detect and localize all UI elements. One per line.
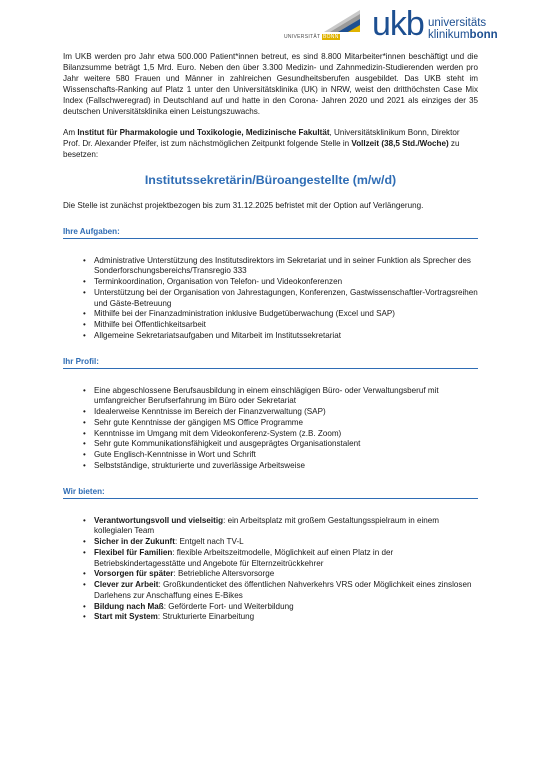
posting-content: [63, 52, 478, 637]
ukb-logo: [372, 5, 532, 43]
list-item: [63, 461, 478, 472]
list-item: [63, 320, 478, 331]
institute-mid: , Universitätsklinikum Bonn, Direktor Prof. Dr. Alexander Pfeifer, ist zum nächstmöglichen Zeitpunkt folgende Stelle in: [63, 127, 460, 148]
bullet-icon: •: [83, 309, 86, 319]
offer-title: Start mit System: [94, 612, 158, 622]
university-bonn-word-1: UNIVERSITÄT: [284, 34, 321, 40]
tasks-list: [63, 256, 478, 342]
institute-name: Institut für Pharmakologie und Toxikologie, Medizinische Fakultät: [77, 127, 330, 137]
institute-pre: Am: [63, 127, 78, 137]
profile-text: Sehr gute Kenntnisse der gängigen MS Office Programme: [94, 417, 304, 427]
bullet-icon: •: [83, 450, 86, 460]
task-text: Terminkoordination, Organisation von Telefon- und Videokonferenzen: [94, 277, 343, 287]
institute-paragraph: [63, 128, 478, 161]
offer-text: : ein Arbeitsplatz mit großem Gestaltungsspielraum in einem kollegialen Team: [94, 515, 440, 536]
bullet-icon: •: [83, 580, 86, 590]
list-item: [63, 386, 478, 408]
offer-title: Verantwortungsvoll und vielseitig: [94, 515, 224, 525]
job-title: Institutssekretärin/Büroangestellte (m/w/d): [144, 172, 397, 187]
bullet-icon: •: [83, 547, 86, 557]
offer-text: : Großkundenticket des öffentlichen Nahverkehrs VRS oder Möglichkeit eines zinslosen Darlehens zur Anschaffung eines E-Bikes: [94, 580, 472, 600]
offer-heading: Wir bieten:: [63, 486, 478, 499]
list-item: [63, 407, 478, 418]
bullet-icon: •: [83, 320, 86, 330]
bullet-icon: •: [83, 417, 86, 427]
profile-text: Kenntnisse im Umgang mit dem Videokonferenz-System (z.B. Zoom): [94, 428, 342, 438]
list-item: [63, 612, 478, 623]
list-item: [63, 516, 478, 538]
list-item: [63, 548, 478, 570]
university-bonn-word-2: BONN: [322, 34, 339, 40]
bullet-icon: •: [83, 277, 86, 287]
list-item: [63, 569, 478, 580]
offer-text: : Betriebliche Altersvorsorge: [173, 569, 275, 579]
list-item: [63, 537, 478, 548]
list-item: [63, 602, 478, 613]
ukb-mark: ukb: [372, 5, 424, 43]
bullet-icon: •: [83, 428, 86, 438]
profile-text: Gute Englisch-Kenntnisse in Wort und Schrift: [94, 450, 256, 460]
ukb-line-1: universitäts: [428, 17, 487, 29]
intro-paragraph: Im UKB werden pro Jahr etwa 500.000 Patient*innen betreut, es sind 8.800 Mitarbeiter*innen beschäftigt und die Bilanzsumme beträgt 1,5 Mrd. Euro. Neben den über 3.300 Medizin- und Zahnmedizin-Studierenden werden pro Jahr weitere 580 Frauen und Männer in zahlreichen Gesundheitsberufen ausgebildet. Das UKB steht im Wissenschafts-Ranking auf Platz 1 unter den Universitätsklinika (UK) in NRW, weist den dritthöchsten Case Mix Index (Fallschweregrad) in Deutschland auf und hatte in den Corona- Jahren 2020 und 2021 als einziges der 35 deutschen Universitätsklinika einen Leistungszuwachs.: [63, 52, 478, 116]
bullet-icon: •: [83, 601, 86, 611]
list-item: [63, 429, 478, 440]
university-bonn-emblem-icon: [322, 8, 362, 34]
university-bonn-logo-text: [284, 34, 340, 40]
list-item: [63, 277, 478, 288]
bullet-icon: •: [83, 407, 86, 417]
bullet-icon: •: [83, 460, 86, 470]
bullet-icon: •: [83, 439, 86, 449]
profile-text: Sehr gute Kommunikationsfähigkeit und ausgeprägtes Organisationstalent: [94, 439, 361, 449]
institute-post: zu besetzen:: [63, 138, 460, 159]
offer-text: : Strukturierte Einarbeitung: [157, 612, 255, 622]
ukb-line-2-b: bonn: [469, 29, 498, 41]
task-text: Allgemeine Sekretariatsaufgaben und Mitarbeit im Institutssekretariat: [94, 330, 341, 340]
offer-title: Clever zur Arbeit: [94, 580, 159, 590]
task-text: Mithilfe bei Öffentlichkeitsarbeit: [94, 320, 206, 330]
profile-text: Eine abgeschlossene Berufsausbildung in einem einschlägigen Büro- oder Verwaltungsberuf mit umfangreicher Berufserfahrung im Büro oder Sekretariat: [94, 385, 439, 406]
bullet-icon: •: [83, 385, 86, 395]
task-text: Administrative Unterstützung des Institutsdirektors im Sekretariat und in seiner Funktion als Sprecher des Sonderforschungsbereichs/Transregio 333: [94, 255, 471, 276]
list-item: [63, 331, 478, 342]
profile-text: Selbstständige, strukturierte und zuverlässige Arbeitsweise: [94, 460, 305, 470]
list-item: [63, 439, 478, 450]
task-text: Unterstützung bei der Organisation von Jahrestagungen, Konferenzen, Gastwissenschaftler-Vortragsreihen und Gäste-Betreuung: [94, 287, 478, 308]
list-item: [63, 256, 478, 278]
list-item: [63, 288, 478, 310]
list-item: [63, 418, 478, 429]
list-item: [63, 580, 478, 602]
offer-list: [63, 516, 478, 624]
list-item: [63, 309, 478, 320]
tasks-heading: Ihre Aufgaben:: [63, 226, 478, 239]
offer-text: : flexible Arbeitszeitmodelle, Möglichkeit auf einen Platz in der Betriebskindertagesstätte und Angebote für Elternzeitrückkehrer: [94, 547, 394, 568]
offer-title: Bildung nach Maß: [94, 601, 164, 611]
bullet-icon: •: [83, 537, 86, 547]
profile-heading: Ihr Profil:: [63, 356, 478, 369]
profile-text: Idealerweise Kenntnisse im Bereich der Finanzverwaltung (SAP): [94, 407, 326, 417]
offer-text: : Entgelt nach TV-L: [174, 537, 244, 547]
offer-title: Flexibel für Familien: [94, 547, 173, 557]
task-text: Mithilfe bei der Finanzadministration inklusive Budgetüberwachung (Excel und SAP): [94, 309, 395, 319]
bullet-icon: •: [83, 612, 86, 622]
bullet-icon: •: [83, 287, 86, 297]
fixed-term-paragraph: Die Stelle ist zunächst projektbezogen bis zum 31.12.2025 befristet mit der Option auf Verlängerung.: [63, 200, 424, 210]
bullet-icon: •: [83, 569, 86, 579]
bullet-icon: •: [83, 255, 86, 265]
bullet-icon: •: [83, 330, 86, 340]
ukb-line-2-a: klinikum: [428, 29, 470, 41]
profile-list: [63, 386, 478, 472]
working-hours: Vollzeit (38,5 Std./Woche): [351, 138, 449, 148]
offer-text: : Geförderte Fort- und Weiterbildung: [163, 601, 294, 611]
bullet-icon: •: [83, 515, 86, 525]
offer-title: Sicher in der Zukunft: [94, 537, 175, 547]
list-item: [63, 450, 478, 461]
ukb-line-2: [428, 29, 498, 41]
offer-title: Vorsorgen für später: [94, 569, 174, 579]
